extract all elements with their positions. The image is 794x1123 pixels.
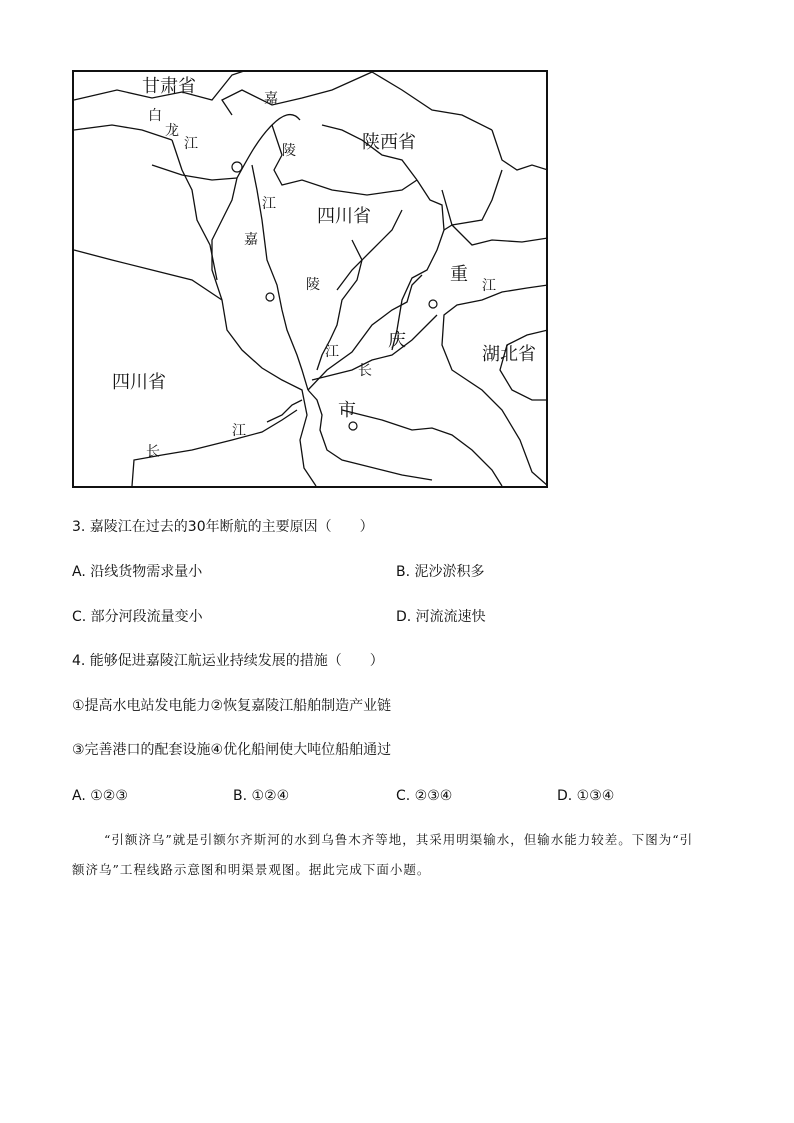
svg-text:重: 重 [450, 264, 468, 285]
svg-text:陕西省: 陕西省 [362, 132, 416, 153]
passage-line-2: 额济乌”工程线路示意图和明渠景观图。据此完成下面小题。 [72, 862, 431, 877]
svg-text:江: 江 [482, 278, 496, 294]
svg-text:陵: 陵 [306, 277, 320, 293]
svg-text:江: 江 [325, 344, 339, 360]
q4-statement-2: ③完善港口的配套设施④优化船闸使大吨位船舶通过 [72, 742, 392, 758]
q3-option-d[interactable]: D. 河流流速快 [396, 609, 486, 625]
passage-line-1: “引额济乌”就是引额尔齐斯河的水到乌鲁木齐等地，其采用明渠输水，但输水能力较差。下图为“引 [104, 832, 694, 847]
q3-stem: 3. 嘉陵江在过去的30年断航的主要原因（ ） [72, 519, 374, 535]
svg-text:陵: 陵 [282, 143, 296, 159]
q4-stem: 4. 能够促进嘉陵江航运业持续发展的措施（ ） [72, 653, 384, 669]
q3-option-b[interactable]: B. 泥沙淤积多 [396, 564, 485, 580]
q4-option-b[interactable]: B. ①②④ [233, 788, 290, 804]
svg-text:四川省: 四川省 [317, 206, 371, 227]
svg-text:长: 长 [146, 444, 160, 460]
svg-text:嘉: 嘉 [244, 232, 258, 248]
svg-text:市: 市 [338, 400, 356, 421]
q4-option-c[interactable]: C. ②③④ [396, 788, 453, 804]
svg-text:湖北省: 湖北省 [482, 344, 536, 365]
svg-text:四川省: 四川省 [112, 372, 166, 393]
q4-option-d[interactable]: D. ①③④ [557, 788, 615, 804]
svg-text:江: 江 [232, 423, 246, 439]
svg-text:白: 白 [148, 108, 162, 124]
q4-statement-1: ①提高水电站发电能力②恢复嘉陵江船舶制造产业链 [72, 698, 392, 714]
svg-text:龙: 龙 [165, 123, 179, 139]
svg-text:江: 江 [262, 196, 276, 212]
svg-text:庆: 庆 [388, 330, 406, 351]
q3-option-a[interactable]: A. 沿线货物需求量小 [72, 564, 203, 580]
q4-option-a[interactable]: A. ①②③ [72, 788, 128, 804]
svg-text:嘉: 嘉 [264, 91, 278, 107]
map-figure [72, 70, 548, 488]
svg-text:甘肃省: 甘肃省 [142, 76, 196, 97]
svg-text:江: 江 [184, 136, 198, 152]
q3-option-c[interactable]: C. 部分河段流量变小 [72, 609, 203, 625]
svg-text:长: 长 [358, 363, 372, 379]
